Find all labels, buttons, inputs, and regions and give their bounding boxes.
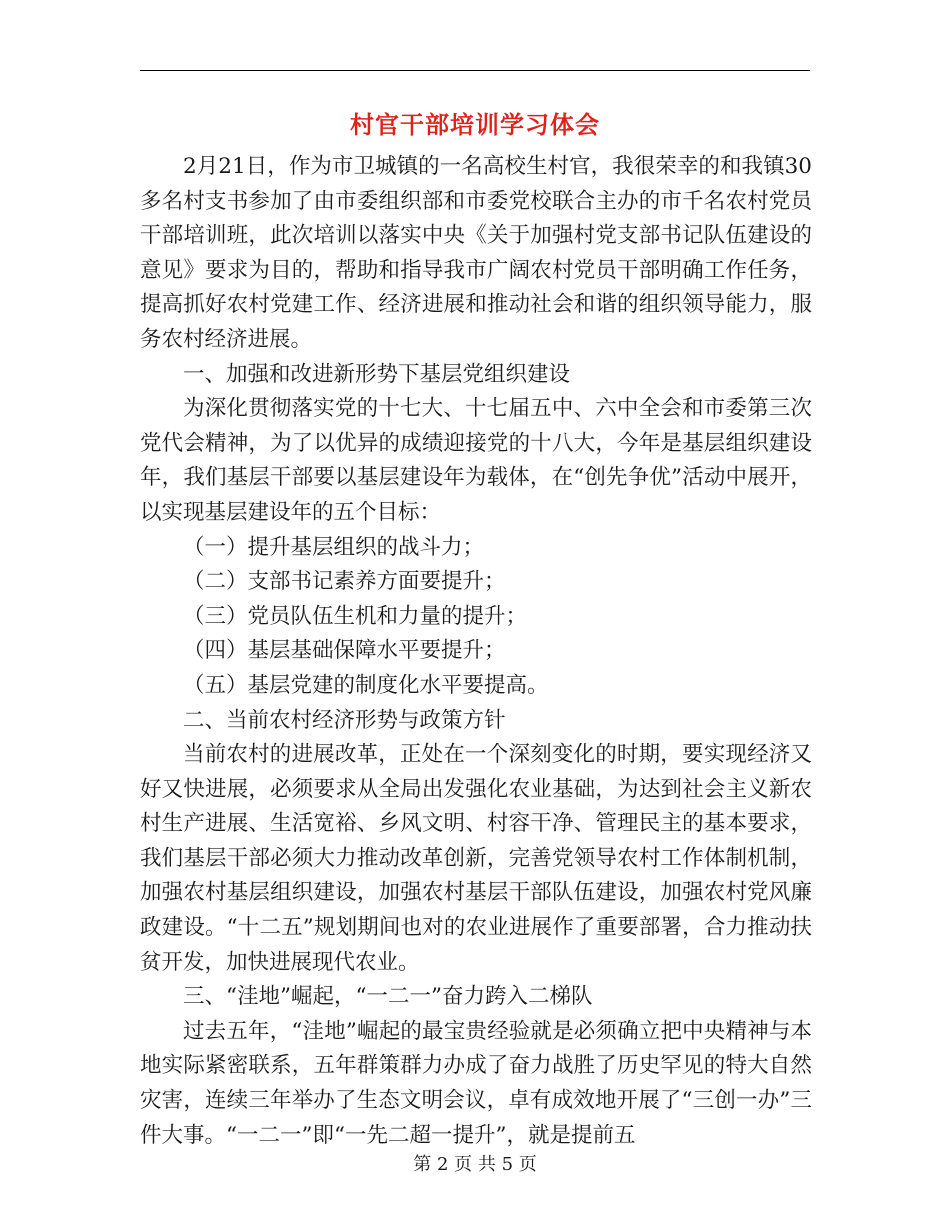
section-heading-2: 二、当前农村经济形势与政策方针: [183, 707, 506, 733]
goal-item: （三）党员队伍生机和力量的提升；: [183, 603, 528, 629]
page-number: 第 2 页 共 5 页: [413, 1154, 537, 1175]
document-body: [140, 150, 812, 1153]
section-3-paragraph: 过去五年，“洼地”崛起的最宝贵经验就是必须确立把中央精神与本地实际紧密联系，五年群策群力办成了奋力战胜了历史罕见的特大自然灾害，连续三年举办了生态文明会议，卓有成效地开展了“三创一办”三件大事。“一二一”即“一先二超一提升”，就是提前五: [140, 1018, 812, 1148]
goal-item: （四）基层基础保障水平要提升；: [183, 638, 506, 664]
document-title: 村官干部培训学习体会: [350, 110, 600, 139]
goal-item: （五）基层党建的制度化水平要提高。: [183, 672, 549, 698]
section-heading-1: 一、加强和改进新形势下基层党组织建设: [183, 361, 571, 387]
section-heading-3: 三、“洼地”崛起，“一二一”奋力跨入二梯队: [183, 984, 593, 1010]
goal-item: （二）支部书记素养方面要提升；: [183, 569, 506, 595]
goals-list: [140, 531, 812, 704]
intro-paragraph: 2月21日，作为市卫城镇的一名高校生村官，我很荣幸的和我镇30多名村支书参加了由市委组织部和市委党校联合主办的市千名农村党员干部培训班，此次培训以落实中央《关于加强村党支部书记队伍建设的意见》要求为目的，帮助和指导我市广阔农村党员干部明确工作任务，提高抓好农村党建工作、经济进展和推动社会和谐的组织领导能力，服务农村经济进展。: [140, 154, 812, 352]
header-rule: [140, 70, 810, 71]
goal-item: （一）提升基层组织的战斗力；: [183, 534, 485, 560]
section-2-paragraph: 当前农村的进展改革，正处在一个深刻变化的时期，要实现经济又好又快进展，必须要求从全局出发强化农业基础，为达到社会主义新农村生产进展、生活宽裕、乡风文明、村容干净、管理民主的基本要求，我们基层干部必须大力推动改革创新，完善党领导农村工作体制机制，加强农村基层组织建设，加强农村基层干部队伍建设，加强农村党风廉政建设。“十二五”规划期间也对的农业进展作了重要部署，合力推动扶贫开发，加快进展现代农业。: [140, 742, 812, 975]
section-1-paragraph: 为深化贯彻落实党的十七大、十七届五中、六中全会和市委第三次党代会精神，为了以优异的成绩迎接党的十八大，今年是基层组织建设年，我们基层干部要以基层建设年为载体，在“创先争优”活动中展开，以实现基层建设年的五个目标：: [140, 396, 812, 525]
